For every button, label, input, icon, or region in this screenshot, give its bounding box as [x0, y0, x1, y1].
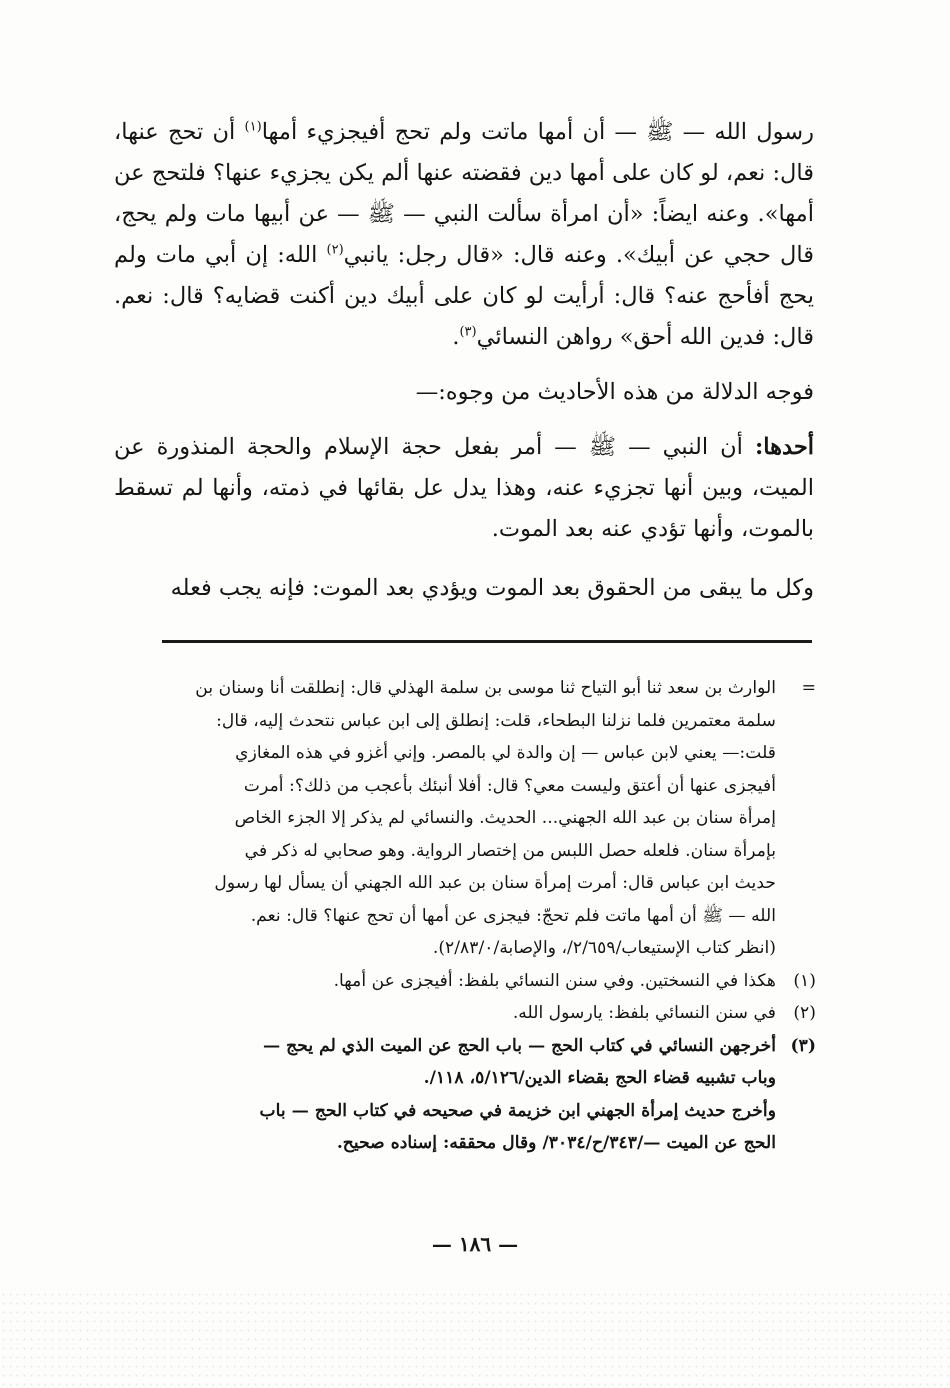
footnote-number: (١): [793, 970, 816, 991]
footnote-ref: (٣): [459, 324, 477, 340]
footnote-line: سلمة معتمرين فلما نزلنا البطحاء، قلت: إنطلق إلى ابن عباس نتحدث إليه، قال:: [216, 710, 776, 731]
paragraph-evidence-intro: فوجه الدلالة من هذه الأحاديث من وجوه:—: [415, 379, 814, 405]
footnote-line: قلت:— يعني لابن عباس — إن والدة لي بالمصر. وإني أغزو في هذه المغازي: [235, 743, 776, 763]
text-line: يحج، قال حجي عن أبيك». وعنه قال: «قال رجل: يانبي: [114, 201, 814, 268]
footnote-number: (٣): [790, 1035, 816, 1056]
footnote-line: بإمرأة سنان. فلعله حصل اللبس من إختصار الرواية. وهو صحابي له ذكر في: [244, 840, 776, 861]
footnote-continuation: [114, 672, 816, 965]
footnote-1: [114, 965, 816, 998]
text-line: أن النبي — ﷺ — أمر بفعل حجة الإسلام والحجة المنذورة عن: [114, 434, 755, 460]
footnote-ref: (١): [244, 119, 262, 135]
footnote-line: الله — ﷺ أن أمها ماتت فلم تحجّ: فيجزى عن أمها أن تحج عنها؟ قال: نعم.: [250, 905, 776, 926]
footnote-line: أفيجزى عنها أن أعتق وليست معي؟ قال: أفلا أنبئك بأعجب من ذلك؟: أمرت: [243, 775, 776, 796]
footnote-line: وباب تشبيه قضاء الحج بقضاء الدين/٥/١٢٦، ١١٨/.: [423, 1068, 776, 1088]
paragraph-hadith-quotes: [114, 112, 814, 358]
continuation-marker: =: [801, 678, 816, 698]
text-line: ولم يحج أفأحج عنه؟ قال: أرأيت لو كان على أبيك دين أكنت قضايه؟ قال:: [114, 242, 815, 309]
main-text: [114, 112, 814, 609]
text-line: رسول الله — ﷺ — أن أمها ماتت ولم تحج أفيجزيء أمها: [261, 119, 814, 145]
footnote-line: (انظر كتاب الإستيعاب/٢/٦٥٩/، والإصابة/٢/٨٣/٠).: [432, 938, 776, 958]
text-line: أن تحج عنها،: [114, 119, 245, 145]
footnote-line: الحج عن الميت —/٣٤٣/ح/٣٠٣٤/ وقال محققه: إسناده صحيح.: [336, 1133, 776, 1153]
footnote-line: إمرأة سنان بن عبد الله الجهني... الحديث. والنسائي لم يذكر إلا الجزء الخاص: [234, 808, 776, 828]
footnotes-section: [114, 672, 816, 1160]
footnote-2: [114, 997, 816, 1030]
text-line: نعم. قال: فدين الله أحق» رواهن النسائي: [114, 283, 814, 350]
footnote-line: حديث ابن عباس قال: أمرت إمرأة سنان بن عبد الله الجهني أن يسأل لها رسول: [214, 873, 776, 893]
lead-word: أحدها:: [755, 434, 814, 460]
text-line: الميت، وبين أنها تجزيء عنه، وهذا يدل عل بقائها في ذمته، وأنها لم تسقط: [114, 475, 814, 501]
paragraph-first-aspect: [114, 427, 814, 550]
text-line: .: [452, 324, 460, 350]
scan-noise: [0, 1290, 950, 1388]
footnote-3: [114, 1030, 816, 1160]
text-line: عن أمها». وعنه ايضاً: «أن امرأة سألت النبي — ﷺ — عن أبيها مات ولم: [114, 160, 814, 227]
text-line: الله: إن أبي مات: [155, 242, 327, 268]
footnote-number: (٢): [793, 1003, 816, 1023]
text-line: بالموت، وأنها تؤدي عنه بعد الموت.: [491, 516, 814, 542]
footnote-line: الوارث بن سعد ثنا أبو التياح ثنا موسى بن سلمة الهذلي قال: إنطلقت أنا وسنان بن: [195, 678, 776, 698]
footnote-separator: [162, 640, 812, 643]
footnote-line: أخرجهن النسائي في كتاب الحج — باب الحج عن الميت الذي لم يحج —: [263, 1035, 776, 1056]
footnote-line: هكذا في النسختين. وفي سنن النسائي بلفظ: أفيجزى عن أمها.: [333, 970, 776, 991]
text-line: قال: نعم، لو كان على أمها دين فقضته عنها ألم يكن يجزيء عنها؟ فلتحج: [151, 160, 814, 186]
page-number: — ١٨٦ —: [431, 1232, 519, 1256]
footnote-line: وأخرج حديث إمرأة الجهني ابن خزيمة في صحيحه في كتاب الحج — باب: [259, 1100, 776, 1121]
paragraph-rights-after-death: وكل ما يبقى من الحقوق بعد الموت ويؤدي بعد الموت: فإنه يجب فعله: [170, 575, 814, 601]
footnote-line: في سنن النسائي بلفظ: يارسول الله.: [512, 1003, 776, 1023]
footnote-ref: (٢): [326, 242, 344, 258]
